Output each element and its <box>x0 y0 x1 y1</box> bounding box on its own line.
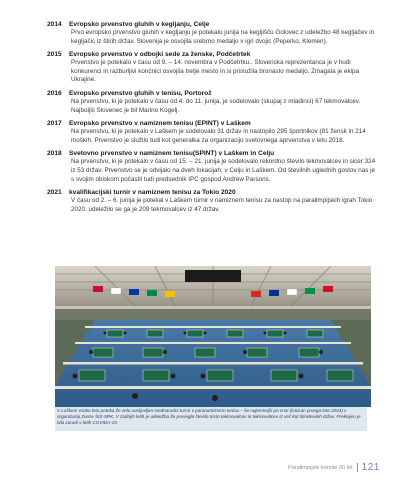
event-title: Evropsko prvenstvo v namiznem tenisu (EPINT) v Laškem <box>69 120 251 128</box>
event-title: Svetovno prvenstvo v namiznem tenisu(SPINT) v Laškem in Celju <box>69 150 275 158</box>
footer-publication-title: Paralimpijski komite 60 let <box>288 464 353 471</box>
event-year: 2021 <box>47 189 62 197</box>
event-entry <box>48 20 378 46</box>
footer-divider <box>357 463 358 472</box>
page-number: 121 <box>361 462 380 473</box>
event-description: Prvenstvo je potekalo v času od 9. – 14. novembra v Podčetrtku.. Slovenska reprezentanca je v hudi konkurenci in razburljivi končnici osvojila tretje mesto in si prislužila bronasto medaljo. Zmagala je ekipa Ukrajine. <box>71 59 360 84</box>
event-description: Na prvenstvu, ki je potekalo v času od 4. do 11. junija, je sodelovalo (skupaj z mladinci) 67 tekmovalcev. Najboljši Slovenec je bil Marino Kogelj. <box>71 97 361 114</box>
event-description: Na prvenstvu, ki je potekalo v času od 15. – 21. junija je sodelovalo rekordno število tekmovalcev in sicer 324 iz 53 držav. Prvenstvo se je odvijalo na dveh lokacijah, v Celju in Laškem. Od številnih uglednih gostov nas je s svojim obiskom počastil tudi predsednik IPC gospod Andrew Parsons. <box>71 158 376 183</box>
event-entry <box>48 89 378 115</box>
event-title: kvalifikacijski turnir v namiznem tenisu za Tokio 2020 <box>69 189 236 197</box>
event-entry <box>48 188 378 214</box>
event-description: Prvo evropsko prvenstvo gluhih v kegljanju je potekalo junija na kegljišču Golovec z udeležbo 48 kegljačev in kegljačic iz štirih držav. Slovenija je osvojila srebrno medaljo v igri dvojic (Peperko, Klemen). <box>71 29 375 45</box>
event-description: V času od 2. – 6. junija je potekal v Laškem turnir v namiznem tenisu za nastop na paralimpijskih igrah Tokio 2020. udeležilo se ga je 209 tekmovalcev iz 47 držav. <box>71 197 373 213</box>
event-year: 2014 <box>47 21 62 28</box>
event-year: 2016 <box>47 89 62 97</box>
event-title: Evropsko prvenstvo gluhih v tenisu, Portorož <box>69 89 212 97</box>
event-title: Evropsko prvenstvo gluhih v kegljanju, Celje <box>69 21 210 28</box>
photo-caption: V Laškem vsako leto poteka že zelo uveljavljen mednarodni turnir v paranamiznem tenisu – še najemnejši po vrsti (iniciran prvega leta 2004) v organizaciji Zveze ŠIS-SPK. V zadnjih letih je udeležba že presegla število tristo tekmovalcev in tekmovalcev iz več kot štiridesetih držav. Prekinjen je bila zaradi v letih COVIDA-19. <box>57 408 361 425</box>
event-year: 2018 <box>47 150 62 158</box>
event-entry <box>48 149 378 184</box>
event-description: Na prvenstvu, ki je potekalo v Laškem je sodelovalo 31 držav in nastopilo 295 športnikov (81 žensk in 214 moških. Prvenstvo je služilo tudi kot generalka za organizacijo svetovnega aprvenstva v letu 2018. <box>71 128 366 144</box>
photo-caption-box <box>55 407 367 431</box>
event-entry <box>48 50 378 85</box>
event-list <box>48 20 378 218</box>
page-footer <box>288 462 380 473</box>
event-entry <box>48 119 378 145</box>
event-year: 2017 <box>47 120 62 128</box>
event-title: Evropsko prvenstvo v odbojki sede za ženske, Podčetrtek <box>69 51 251 59</box>
sports-hall-photo <box>55 266 371 407</box>
event-year: 2015 <box>47 51 62 59</box>
